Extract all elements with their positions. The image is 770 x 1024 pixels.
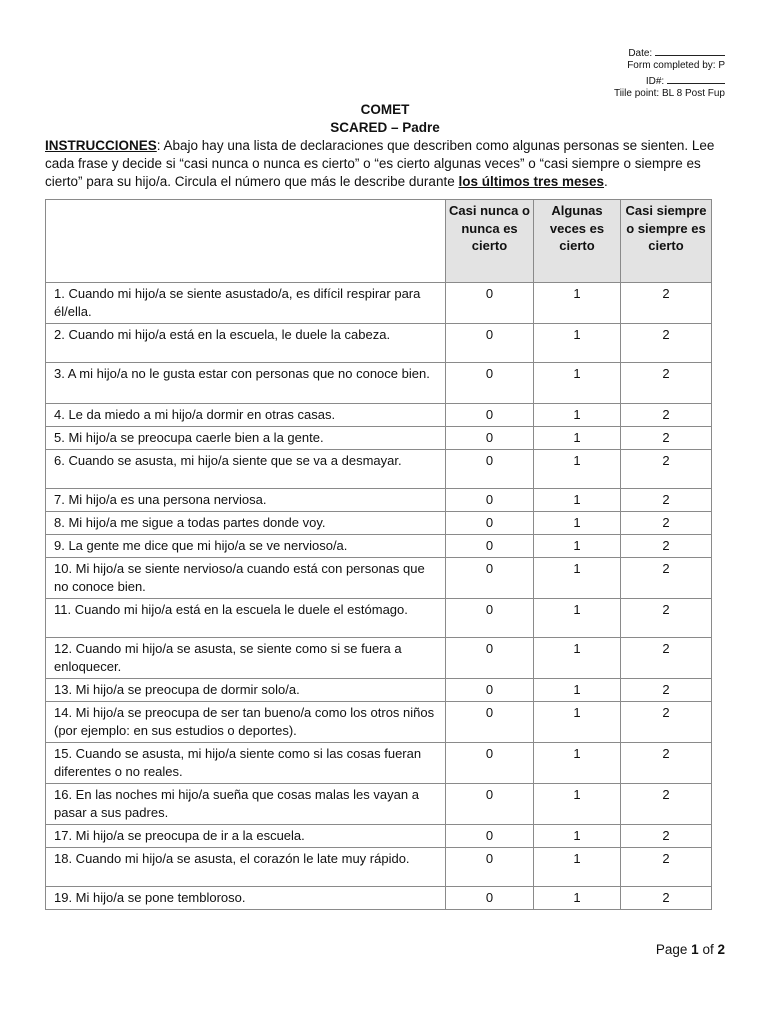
timepoint-option-post[interactable]: Post [684, 88, 705, 99]
item-statement: 19. Mi hijo/a se pone tembloroso. [46, 887, 446, 910]
value-never[interactable]: 0 [446, 848, 534, 887]
value-sometimes[interactable]: 1 [534, 848, 621, 887]
column-header-sometimes: Algunas veces es cierto [534, 200, 621, 283]
timepoint-field [614, 87, 725, 101]
table-row [46, 512, 712, 535]
value-never[interactable]: 0 [446, 825, 534, 848]
value-always[interactable]: 2 [621, 283, 712, 324]
value-never[interactable]: 0 [446, 702, 534, 743]
page-total: 2 [717, 942, 725, 957]
value-sometimes[interactable]: 1 [534, 887, 621, 910]
table-row [46, 848, 712, 887]
value-sometimes[interactable]: 1 [534, 450, 621, 489]
instructions [45, 137, 735, 191]
document-subtitle: SCARED – Padre [330, 120, 440, 135]
date-blank[interactable] [655, 45, 725, 56]
item-statement: 14. Mi hijo/a se preocupa de ser tan bueno/a como los otros niños (por ejemplo: en sus estudios o deportes). [46, 702, 446, 743]
value-always[interactable]: 2 [621, 404, 712, 427]
table-row [46, 679, 712, 702]
timepoint-option-bl[interactable]: BL [661, 88, 674, 99]
value-sometimes[interactable]: 1 [534, 638, 621, 679]
value-always[interactable]: 2 [621, 599, 712, 638]
value-always[interactable]: 2 [621, 363, 712, 404]
table-row [46, 324, 712, 363]
page-number [656, 942, 725, 957]
page-current: 1 [691, 942, 699, 957]
value-never[interactable]: 0 [446, 324, 534, 363]
value-always[interactable]: 2 [621, 825, 712, 848]
value-sometimes[interactable]: 1 [534, 558, 621, 599]
table-row [46, 825, 712, 848]
of-label: of [702, 942, 714, 957]
value-always[interactable]: 2 [621, 743, 712, 784]
value-never[interactable]: 0 [446, 638, 534, 679]
id-blank[interactable] [667, 73, 725, 84]
questionnaire-table [45, 199, 712, 910]
value-never[interactable]: 0 [446, 558, 534, 599]
value-always[interactable]: 2 [621, 702, 712, 743]
table-row [46, 702, 712, 743]
value-never[interactable]: 0 [446, 427, 534, 450]
value-always[interactable]: 2 [621, 324, 712, 363]
table-row [46, 887, 712, 910]
value-always[interactable]: 2 [621, 535, 712, 558]
value-never[interactable]: 0 [446, 599, 534, 638]
form-completed-label: Form completed by: P [627, 60, 725, 71]
value-sometimes[interactable]: 1 [534, 489, 621, 512]
page-label: Page [655, 942, 688, 957]
value-sometimes[interactable]: 1 [534, 784, 621, 825]
item-statement: 17. Mi hijo/a se preocupa de ir a la escuela. [46, 825, 446, 848]
value-never[interactable]: 0 [446, 887, 534, 910]
table-row [46, 535, 712, 558]
column-header-always: Casi siempre o siempre es cierto [621, 200, 712, 283]
table-row [46, 558, 712, 599]
date-label: Date: [628, 48, 653, 59]
value-always[interactable]: 2 [621, 489, 712, 512]
table-row [46, 427, 712, 450]
header-row [46, 200, 712, 283]
value-never[interactable]: 0 [446, 450, 534, 489]
instructions-end: . [604, 174, 608, 189]
instructions-heading: INSTRUCCIONES [45, 138, 157, 153]
item-statement: 10. Mi hijo/a se siente nervioso/a cuando está con personas que no conoce bien. [46, 558, 446, 599]
table-row [46, 638, 712, 679]
value-always[interactable]: 2 [621, 512, 712, 535]
value-never[interactable]: 0 [446, 363, 534, 404]
value-sometimes[interactable]: 1 [534, 702, 621, 743]
value-never[interactable]: 0 [446, 784, 534, 825]
table-row [46, 599, 712, 638]
value-always[interactable]: 2 [621, 450, 712, 489]
item-statement: 2. Cuando mi hijo/a está en la escuela, le duele la cabeza. [46, 324, 446, 363]
value-never[interactable]: 0 [446, 535, 534, 558]
value-never[interactable]: 0 [446, 512, 534, 535]
value-sometimes[interactable]: 1 [534, 535, 621, 558]
value-sometimes[interactable]: 1 [534, 404, 621, 427]
item-statement: 16. En las noches mi hijo/a sueña que cosas malas les vayan a pasar a sus padres. [46, 784, 446, 825]
column-header-never: Casi nunca o nunca es cierto [446, 200, 534, 283]
value-never[interactable]: 0 [446, 743, 534, 784]
value-sometimes[interactable]: 1 [534, 679, 621, 702]
document-title: COMET [360, 102, 410, 117]
item-statement: 11. Cuando mi hijo/a está en la escuela le duele el estómago. [46, 599, 446, 638]
table-row [46, 489, 712, 512]
value-always[interactable]: 2 [621, 427, 712, 450]
value-never[interactable]: 0 [446, 679, 534, 702]
item-statement: 6. Cuando se asusta, mi hijo/a siente que se va a desmayar. [46, 450, 446, 489]
value-always[interactable]: 2 [621, 558, 712, 599]
value-sometimes[interactable]: 1 [534, 743, 621, 784]
item-statement: 15. Cuando se asusta, mi hijo/a siente como si las cosas fueran diferentes o no reales. [46, 743, 446, 784]
title-block [0, 101, 770, 137]
value-never[interactable]: 0 [446, 404, 534, 427]
value-always[interactable]: 2 [621, 784, 712, 825]
value-sometimes[interactable]: 1 [534, 512, 621, 535]
item-statement: 3. A mi hijo/a no le gusta estar con personas que no conoce bien. [46, 363, 446, 404]
value-never[interactable]: 0 [446, 283, 534, 324]
instructions-emphasis: los últimos tres meses [458, 174, 605, 189]
timepoint-option-fup[interactable]: Fup [707, 88, 725, 99]
item-statement: 1. Cuando mi hijo/a se siente asustado/a, es difícil respirar para él/ella. [46, 283, 446, 324]
timepoint-label: Tiile point: [613, 88, 660, 99]
value-always[interactable]: 2 [621, 887, 712, 910]
value-always[interactable]: 2 [621, 638, 712, 679]
timepoint-option-8[interactable]: 8 [676, 88, 683, 99]
table-row [46, 743, 712, 784]
table-row [46, 404, 712, 427]
value-sometimes[interactable]: 1 [534, 825, 621, 848]
value-always[interactable]: 2 [621, 848, 712, 887]
item-statement: 9. La gente me dice que mi hijo/a se ve nervioso/a. [46, 535, 446, 558]
value-never[interactable]: 0 [446, 489, 534, 512]
value-always[interactable]: 2 [621, 679, 712, 702]
value-sometimes[interactable]: 1 [534, 599, 621, 638]
header-blank-cell [46, 200, 446, 283]
item-statement: 12. Cuando mi hijo/a se asusta, se siente como si se fuera a enloquecer. [46, 638, 446, 679]
item-statement: 7. Mi hijo/a es una persona nerviosa. [46, 489, 446, 512]
value-sometimes[interactable]: 1 [534, 363, 621, 404]
value-sometimes[interactable]: 1 [534, 324, 621, 363]
item-statement: 5. Mi hijo/a se preocupa caerle bien a la gente. [46, 427, 446, 450]
value-sometimes[interactable]: 1 [534, 427, 621, 450]
table-row [46, 363, 712, 404]
item-statement: 13. Mi hijo/a se preocupa de dormir solo/a. [46, 679, 446, 702]
table-row [46, 283, 712, 324]
form-completed-field [627, 59, 725, 73]
items-body [46, 283, 712, 910]
table-row [46, 450, 712, 489]
id-label: ID#: [645, 76, 665, 87]
value-sometimes[interactable]: 1 [534, 283, 621, 324]
table-row [46, 784, 712, 825]
instructions-text: : Abajo hay una lista de declaraciones que describen como algunas personas se sienten. Lee cada frase y decide si “casi nunca o nunca es cierto” o “es cierto algunas veces” o “casi siempre o siempre es cierto” para su hijo/a. Circula el número que más le describe durante [45, 138, 715, 189]
item-statement: 4. Le da miedo a mi hijo/a dormir en otras casas. [46, 404, 446, 427]
item-statement: 8. Mi hijo/a me sigue a todas partes donde voy. [46, 512, 446, 535]
item-statement: 18. Cuando mi hijo/a se asusta, el corazón le late muy rápido. [46, 848, 446, 887]
